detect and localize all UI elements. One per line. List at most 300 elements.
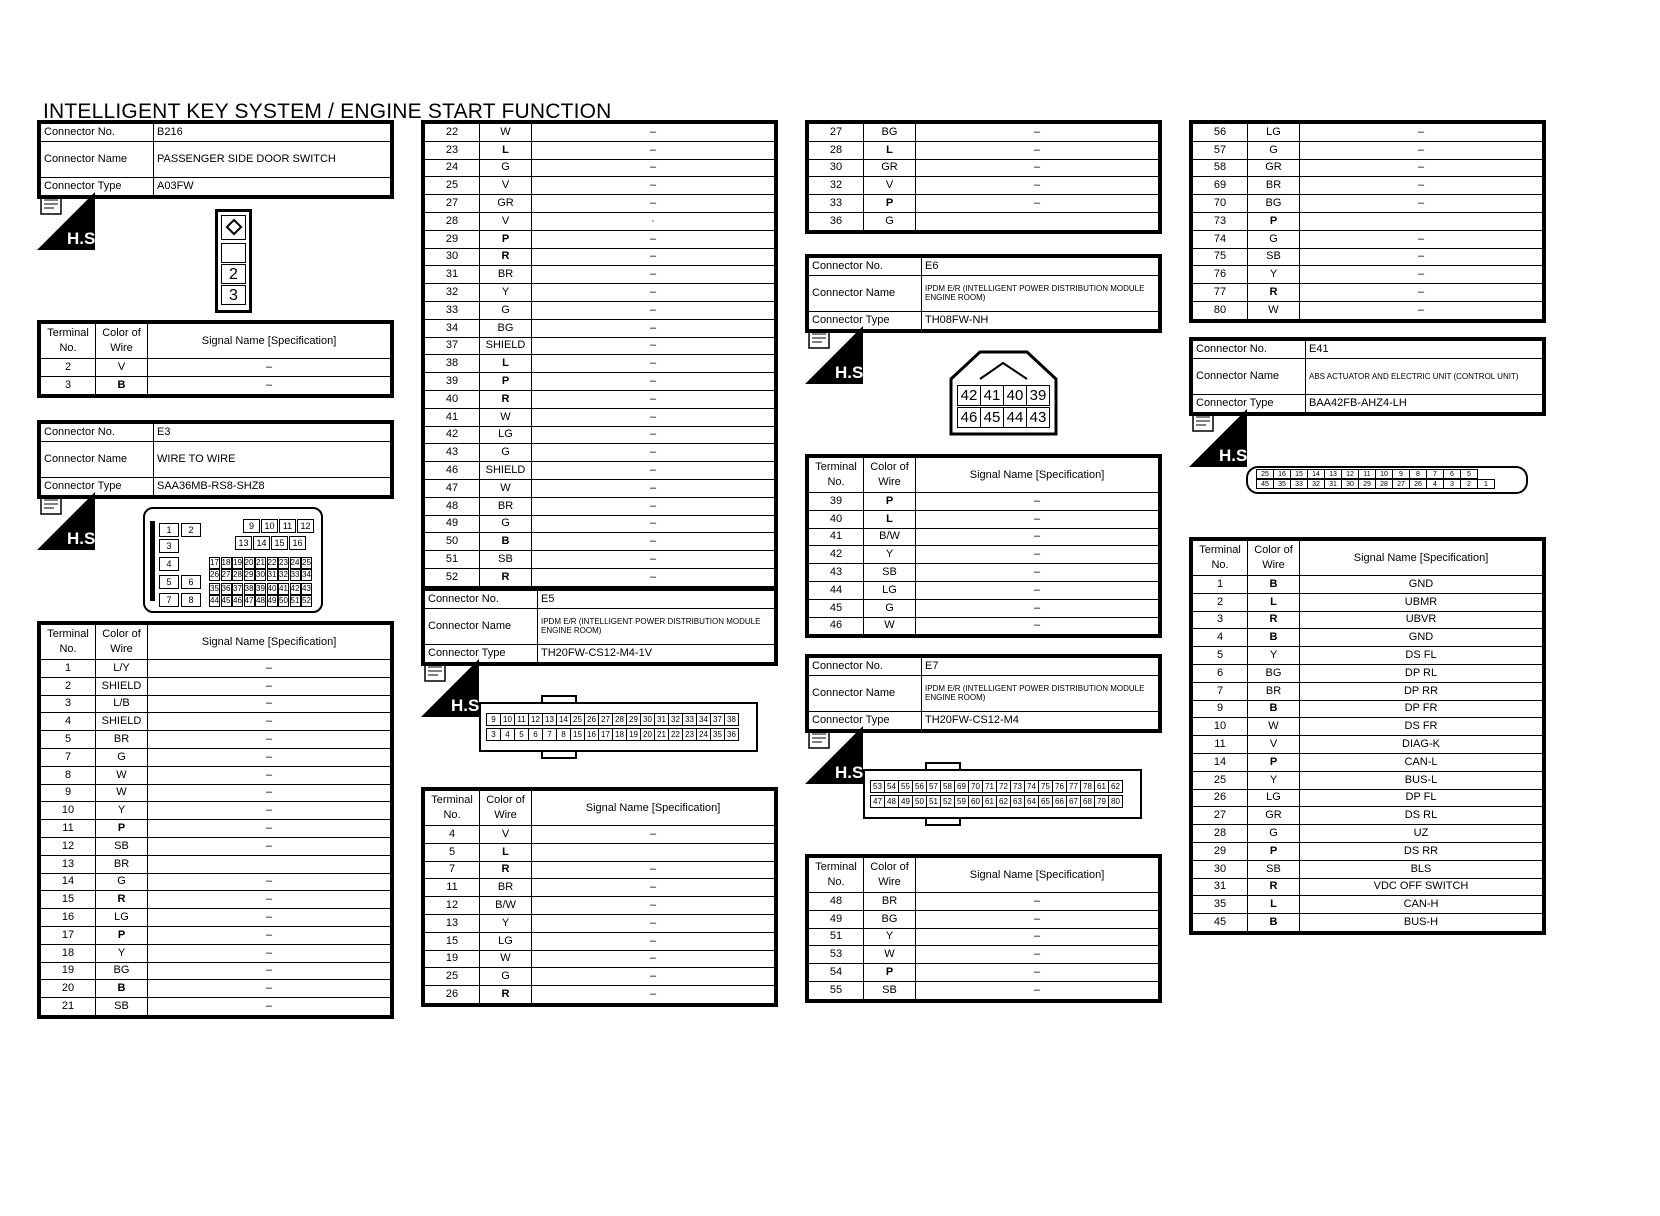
- connector-pin: 46: [233, 596, 242, 605]
- connector-pin: 18: [221, 558, 231, 567]
- e7-terminal-table: [805, 854, 1162, 1003]
- connector-pin: 6: [528, 728, 543, 741]
- table-row: [1193, 878, 1543, 896]
- signal-name-cell: –: [916, 546, 1159, 564]
- connector-type-label: Connector Type: [809, 711, 922, 729]
- connector-pin: 78: [1080, 780, 1095, 793]
- terminal-no-cell: 3: [1193, 611, 1248, 629]
- terminal-no-cell: 39: [809, 493, 864, 511]
- connector-pin: 55: [898, 780, 913, 793]
- signal-name-cell: BUS-L: [1300, 771, 1543, 789]
- table-row: [41, 998, 391, 1016]
- connector-pin: 48: [256, 596, 265, 605]
- table-row: [809, 141, 1159, 159]
- signal-name-cell: –: [532, 444, 775, 462]
- signal-name-cell: –: [916, 528, 1159, 546]
- terminal-no-cell: 12: [425, 897, 480, 915]
- connector-pin: 7: [159, 593, 179, 607]
- connector-name-label: Connector Name: [809, 675, 922, 711]
- wire-color-cell: Y: [864, 928, 916, 946]
- terminal-no-cell: 28: [1193, 825, 1248, 843]
- terminal-no-cell: 35: [1193, 896, 1248, 914]
- connector-pin: 50: [912, 795, 927, 808]
- wire-color-cell: LG: [96, 909, 148, 927]
- wire-color-cell: BG: [96, 962, 148, 980]
- table-row: [809, 946, 1159, 964]
- connector-pin: 17: [598, 728, 613, 741]
- connector-pin: 34: [696, 713, 711, 726]
- wire-color-cell: B: [1248, 700, 1300, 718]
- signal-name-cell: DP FL: [1300, 789, 1543, 807]
- wire-color-cell: B: [96, 980, 148, 998]
- table-row: [1193, 700, 1543, 718]
- signal-name-cell: –: [916, 946, 1159, 964]
- wire-color-cell: V: [480, 177, 532, 195]
- signal-name-cell: –: [1300, 159, 1543, 177]
- connector-no-label: Connector No.: [809, 658, 922, 676]
- connector-pin: 31: [267, 570, 277, 579]
- wire-color-cell: SB: [96, 837, 148, 855]
- terminal-no-cell: 48: [425, 497, 480, 515]
- signal-name-cell: –: [1300, 284, 1543, 302]
- table-row: [41, 980, 391, 998]
- wire-color-cell: BG: [1248, 664, 1300, 682]
- connector-pin: 22: [668, 728, 683, 741]
- wire-color-cell: G: [96, 873, 148, 891]
- signal-name-cell: –: [532, 897, 775, 915]
- color-header: Color of Wire: [480, 791, 532, 826]
- connector-pin: 28: [1375, 479, 1393, 489]
- table-row: [425, 124, 775, 142]
- terminal-no-header: Terminal No.: [41, 625, 96, 660]
- signal-name-cell: –: [1300, 230, 1543, 248]
- signal-name-cell: –: [148, 766, 391, 784]
- signal-name-cell: [148, 855, 391, 873]
- table-row: [1193, 842, 1543, 860]
- connector-pin: 24: [290, 558, 300, 567]
- signal-name-cell: –: [916, 177, 1159, 195]
- connector-pin: 54: [884, 780, 899, 793]
- connector-pin: 30: [640, 713, 655, 726]
- table-row: [41, 713, 391, 731]
- connector-pin: 49: [898, 795, 913, 808]
- table-row: [41, 677, 391, 695]
- terminal-no-cell: 16: [41, 909, 96, 927]
- wire-color-cell: L/B: [96, 695, 148, 713]
- signal-name-cell: UZ: [1300, 825, 1543, 843]
- wire-color-cell: W: [864, 617, 916, 635]
- color-header: Color of Wire: [1248, 541, 1300, 576]
- connector-type-label: Connector Type: [1193, 394, 1306, 412]
- connector-pin: 11: [1358, 469, 1376, 479]
- wire-color-cell: LG: [1248, 789, 1300, 807]
- signal-name-cell: –: [532, 426, 775, 444]
- connector-pin: 40: [1003, 385, 1027, 406]
- signal-name-cell: –: [532, 408, 775, 426]
- terminal-no-cell: 51: [425, 551, 480, 569]
- terminal-no-cell: 52: [425, 568, 480, 586]
- table-row: [1193, 860, 1543, 878]
- connector-pin: 37: [233, 584, 242, 593]
- wire-color-cell: BR: [1248, 177, 1300, 195]
- signal-name-cell: CAN-H: [1300, 896, 1543, 914]
- signal-name-cell: –: [532, 284, 775, 302]
- wire-color-cell: W: [96, 766, 148, 784]
- connector-pin: 11: [514, 713, 529, 726]
- e6-connector-diagram: [950, 351, 1057, 435]
- wire-color-cell: Y: [1248, 771, 1300, 789]
- wire-color-cell: W: [96, 784, 148, 802]
- terminal-no-cell: 19: [425, 950, 480, 968]
- table-row: [1193, 664, 1543, 682]
- connector-pin: 27: [221, 570, 231, 579]
- connector-pin: 9: [1392, 469, 1410, 479]
- terminal-no-cell: 46: [425, 462, 480, 480]
- connector-pin: 33: [682, 713, 697, 726]
- terminal-no-cell: 2: [41, 677, 96, 695]
- signal-name-cell: –: [916, 141, 1159, 159]
- connector-pin: 43: [302, 584, 311, 593]
- table-row: [425, 462, 775, 480]
- wire-color-cell: P: [1248, 753, 1300, 771]
- table-row: [1193, 896, 1543, 914]
- connector-pin: 72: [996, 780, 1011, 793]
- table-row: [809, 528, 1159, 546]
- terminal-no-cell: 36: [809, 212, 864, 230]
- connector-pin: 2: [1460, 479, 1478, 489]
- wire-color-cell: SHIELD: [96, 677, 148, 695]
- table-row: [425, 515, 775, 533]
- signal-name-cell: –: [532, 968, 775, 986]
- connector-pin: 75: [1038, 780, 1053, 793]
- wire-color-cell: R: [1248, 878, 1300, 896]
- connector-pin: 68: [1080, 795, 1095, 808]
- table-row: [809, 581, 1159, 599]
- terminal-no-cell: 42: [425, 426, 480, 444]
- terminal-no-cell: 70: [1193, 195, 1248, 213]
- wire-color-cell: L: [480, 843, 532, 861]
- table-row: [1193, 284, 1543, 302]
- connector-name-label: Connector Name: [1193, 358, 1306, 394]
- table-row: [1193, 629, 1543, 647]
- table-row: [41, 873, 391, 891]
- hs-icon: [421, 659, 485, 717]
- wire-color-cell: GR: [1248, 807, 1300, 825]
- table-row: [41, 376, 391, 394]
- e6-connector-type: TH08FW-NH: [922, 311, 1159, 329]
- connector-pin: 12: [1341, 469, 1359, 479]
- e7-connector-diagram: [863, 769, 1142, 819]
- table-row: [425, 266, 775, 284]
- connector-pin: 47: [244, 596, 254, 605]
- signal-name-cell: DS RR: [1300, 842, 1543, 860]
- table-row: [1193, 718, 1543, 736]
- signal-name-cell: –: [916, 599, 1159, 617]
- wire-color-cell: P: [480, 373, 532, 391]
- connector-pin: 10: [261, 519, 278, 533]
- table-row: [425, 986, 775, 1004]
- signal-name-cell: –: [532, 879, 775, 897]
- terminal-no-cell: 27: [425, 195, 480, 213]
- terminal-no-cell: 11: [425, 879, 480, 897]
- terminal-no-cell: 45: [809, 599, 864, 617]
- connector-pin: 10: [500, 713, 515, 726]
- page-title: INTELLIGENT KEY SYSTEM / ENGINE START FUNCTION: [43, 100, 612, 123]
- terminal-no-cell: 80: [1193, 301, 1248, 319]
- terminal-no-cell: 25: [425, 177, 480, 195]
- terminal-no-cell: 45: [1193, 914, 1248, 932]
- connector-pin: 43: [1026, 407, 1050, 428]
- signal-name-cell: –: [148, 891, 391, 909]
- connector-pin: 8: [1409, 469, 1427, 479]
- signal-name-cell: [1300, 212, 1543, 230]
- table-row: [425, 479, 775, 497]
- table-row: [1193, 141, 1543, 159]
- terminal-no-cell: 44: [809, 581, 864, 599]
- signal-name-cell: –: [148, 660, 391, 678]
- terminal-no-cell: 75: [1193, 248, 1248, 266]
- terminal-no-cell: 46: [809, 617, 864, 635]
- signal-name-cell: –: [532, 195, 775, 213]
- table-row: [809, 964, 1159, 982]
- connector-pin: 53: [870, 780, 885, 793]
- connector-pin: 30: [256, 570, 265, 579]
- connector-pin: 23: [682, 728, 697, 741]
- connector-pin: 76: [1052, 780, 1067, 793]
- connector-pin: 16: [584, 728, 599, 741]
- table-row: [425, 141, 775, 159]
- terminal-no-cell: 7: [1193, 682, 1248, 700]
- connector-pin: 7: [1426, 469, 1444, 479]
- signal-name-cell: CAN-L: [1300, 753, 1543, 771]
- connector-pin: 44: [1003, 407, 1027, 428]
- signal-name-cell: –: [532, 266, 775, 284]
- terminal-no-cell: 10: [41, 802, 96, 820]
- table-row: [1193, 593, 1543, 611]
- terminal-no-cell: 47: [425, 479, 480, 497]
- hs-icon: [37, 192, 101, 250]
- connector-pin: 11: [279, 519, 296, 533]
- connector-pin: 26: [210, 570, 219, 579]
- wire-color-cell: G: [480, 444, 532, 462]
- wire-color-cell: V: [480, 212, 532, 230]
- wire-color-cell: B: [1248, 629, 1300, 647]
- connector-pin: 49: [267, 596, 277, 605]
- connector-pin: 67: [1066, 795, 1081, 808]
- table-row: [1193, 177, 1543, 195]
- signal-name-cell: –: [916, 581, 1159, 599]
- connector-pin: 73: [1010, 780, 1025, 793]
- wire-color-cell: SB: [1248, 860, 1300, 878]
- terminal-no-cell: 28: [425, 212, 480, 230]
- table-row: [1193, 159, 1543, 177]
- signal-name-cell: –: [1300, 266, 1543, 284]
- wire-color-cell: W: [1248, 301, 1300, 319]
- connector-pin: 57: [926, 780, 941, 793]
- signal-name-cell: DS FL: [1300, 647, 1543, 665]
- table-row: [41, 695, 391, 713]
- connector-pin: 50: [279, 596, 288, 605]
- table-row: [809, 564, 1159, 582]
- signal-name-cell: –: [148, 359, 391, 377]
- connector-pin: 4: [159, 557, 179, 571]
- table-row: [809, 893, 1159, 911]
- signal-name-cell: –: [532, 861, 775, 879]
- connector-name-label: Connector Name: [809, 275, 922, 311]
- wire-color-cell: B: [480, 533, 532, 551]
- table-row: [809, 510, 1159, 528]
- table-row: [425, 408, 775, 426]
- connector-pin: 20: [640, 728, 655, 741]
- terminal-no-cell: 27: [1193, 807, 1248, 825]
- connector-pin: 5: [514, 728, 529, 741]
- connector-pin: 26: [584, 713, 599, 726]
- signal-name-cell: –: [916, 893, 1159, 911]
- connector-name-label: Connector Name: [425, 608, 538, 644]
- connector-pin: 1: [159, 523, 179, 537]
- connector-no-label: Connector No.: [41, 124, 154, 142]
- connector-pin: 30: [1341, 479, 1359, 489]
- wire-color-cell: LG: [1248, 124, 1300, 142]
- signal-name-cell: –: [916, 195, 1159, 213]
- terminal-no-cell: 54: [809, 964, 864, 982]
- connector-pin: 29: [1358, 479, 1376, 489]
- e41-connector-type: BAA42FB-AHZ4-LH: [1306, 394, 1543, 412]
- wire-color-cell: G: [480, 159, 532, 177]
- terminal-no-cell: 26: [425, 986, 480, 1004]
- connector-pin: 63: [1010, 795, 1025, 808]
- terminal-no-cell: 11: [1193, 736, 1248, 754]
- connector-pin: 56: [912, 780, 927, 793]
- signal-name-cell: –: [1300, 195, 1543, 213]
- svg-text:H.S.: H.S.: [835, 763, 869, 782]
- connector-pin: 32: [1307, 479, 1325, 489]
- svg-text:H.S.: H.S.: [67, 229, 101, 248]
- signal-name-cell: –: [532, 986, 775, 1004]
- table-row: [809, 617, 1159, 635]
- table-row: [809, 910, 1159, 928]
- connector-pin: 62: [996, 795, 1011, 808]
- wire-color-cell: V: [864, 177, 916, 195]
- connector-pin: 2: [181, 523, 201, 537]
- terminal-no-cell: 49: [425, 515, 480, 533]
- table-row: [425, 551, 775, 569]
- connector-pin: 32: [279, 570, 288, 579]
- signal-name-cell: [916, 212, 1159, 230]
- wire-color-cell: G: [864, 212, 916, 230]
- signal-name-cell: –: [1300, 177, 1543, 195]
- signal-name-cell: –: [532, 230, 775, 248]
- connector-pin: 60: [968, 795, 983, 808]
- svg-text:H.S.: H.S.: [835, 363, 869, 382]
- terminal-no-cell: 17: [41, 926, 96, 944]
- connector-pin: 65: [1038, 795, 1053, 808]
- signal-name-cell: –: [532, 568, 775, 586]
- connector-pin: 37: [710, 713, 725, 726]
- wire-color-cell: BR: [480, 497, 532, 515]
- terminal-no-cell: 22: [425, 124, 480, 142]
- terminal-no-cell: 8: [41, 766, 96, 784]
- table-row: [1193, 266, 1543, 284]
- signal-name-cell: DIAG-K: [1300, 736, 1543, 754]
- signal-name-cell: –: [916, 564, 1159, 582]
- signal-name-cell: –: [148, 873, 391, 891]
- connector-pin: 8: [181, 593, 201, 607]
- hs-icon: [805, 726, 869, 784]
- connector-pin: 20: [244, 558, 254, 567]
- table-row: [1193, 807, 1543, 825]
- signal-name-cell: –: [916, 124, 1159, 142]
- table-row: [1193, 195, 1543, 213]
- table-row: [41, 855, 391, 873]
- signal-name-cell: –: [916, 493, 1159, 511]
- terminal-no-header: Terminal No.: [425, 791, 480, 826]
- e5-continued-table: [805, 120, 1162, 234]
- signal-name-cell: –: [148, 926, 391, 944]
- terminal-no-cell: 19: [41, 962, 96, 980]
- wire-color-cell: B/W: [864, 528, 916, 546]
- signal-name-cell: UBMR: [1300, 593, 1543, 611]
- terminal-no-cell: 5: [1193, 647, 1248, 665]
- e3-info-table: [37, 420, 394, 499]
- terminal-no-cell: 50: [425, 533, 480, 551]
- terminal-no-cell: 74: [1193, 230, 1248, 248]
- wire-color-cell: L: [864, 510, 916, 528]
- connector-pin: 6: [1443, 469, 1461, 479]
- table-row: [425, 248, 775, 266]
- connector-pin: 35: [210, 584, 219, 593]
- connector-pin: 14: [556, 713, 571, 726]
- terminal-no-cell: 4: [41, 713, 96, 731]
- table-row: [809, 928, 1159, 946]
- wire-color-cell: B: [96, 376, 148, 394]
- table-row: [425, 879, 775, 897]
- terminal-no-cell: 40: [809, 510, 864, 528]
- wire-color-cell: G: [1248, 825, 1300, 843]
- connector-pin: 24: [696, 728, 711, 741]
- e5-info-table: [421, 587, 778, 666]
- connector-pin: 17: [210, 558, 219, 567]
- connector-type-label: Connector Type: [809, 311, 922, 329]
- signal-name-cell: –: [916, 928, 1159, 946]
- table-row: [425, 337, 775, 355]
- connector-pin: 27: [1392, 479, 1410, 489]
- color-header: Color of Wire: [864, 858, 916, 893]
- signal-name-cell: –: [532, 533, 775, 551]
- table-row: [41, 944, 391, 962]
- e41-connector-name: ABS ACTUATOR AND ELECTRIC UNIT (CONTROL UNIT): [1306, 358, 1543, 394]
- e6-info-table: [805, 254, 1162, 333]
- terminal-no-cell: 40: [425, 390, 480, 408]
- connector-name-label: Connector Name: [41, 141, 154, 177]
- table-row: [1193, 611, 1543, 629]
- connector-pin: 40: [267, 584, 277, 593]
- signal-header: Signal Name [Specification]: [148, 625, 391, 660]
- b216-pin: 2: [221, 264, 246, 284]
- table-row: [425, 284, 775, 302]
- wire-color-cell: R: [480, 568, 532, 586]
- e41-connector-no: E41: [1306, 341, 1543, 359]
- wire-color-cell: SB: [1248, 248, 1300, 266]
- e41-info-table: [1189, 337, 1546, 416]
- wire-color-cell: SHIELD: [96, 713, 148, 731]
- connector-pin: 71: [982, 780, 997, 793]
- signal-name-cell: –: [148, 837, 391, 855]
- connector-pin: 44: [210, 596, 219, 605]
- connector-pin: 15: [271, 536, 288, 550]
- connector-pin: 69: [954, 780, 969, 793]
- wire-color-cell: L: [480, 355, 532, 373]
